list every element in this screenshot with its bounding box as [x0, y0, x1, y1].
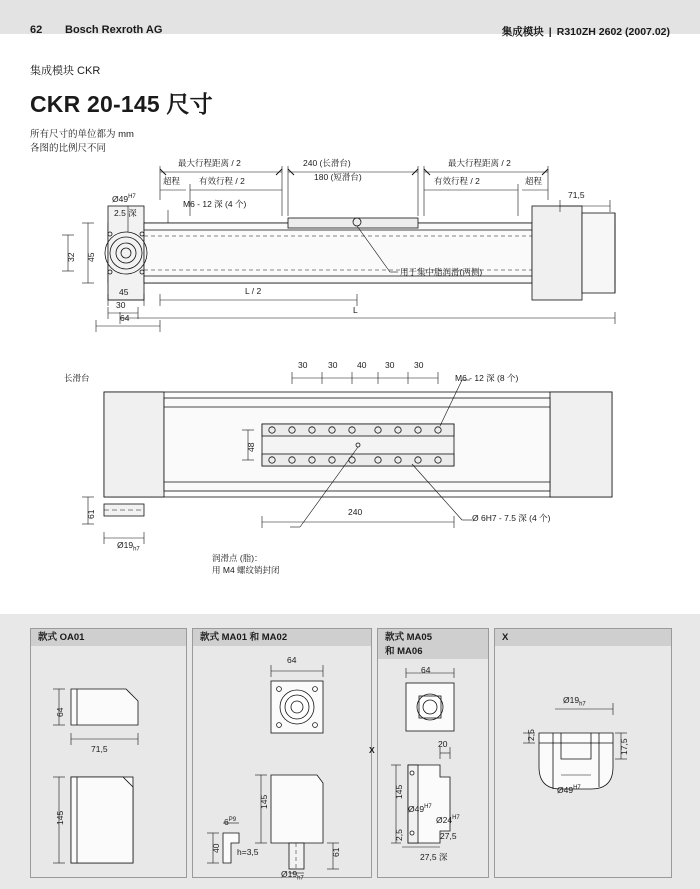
- dim-30-c: 30: [385, 360, 395, 370]
- page-header: [0, 0, 700, 38]
- grease-point-line2: 用 M4 螺纹销封闭: [212, 565, 280, 575]
- dim-71-5: 71,5: [568, 190, 585, 200]
- ma01-dim-h: h=3,5: [237, 847, 259, 857]
- ma05-dim-2-5: 2,5: [394, 829, 404, 841]
- dim-48: 48: [246, 442, 256, 452]
- ma05-dim-145: 145: [394, 784, 404, 799]
- panel-ma01-ma02: [192, 628, 372, 882]
- dim-max-travel-left: 最大行程距离 / 2: [178, 158, 241, 168]
- dim-180-short: 180 (短滑台): [314, 172, 362, 182]
- header-ref-separator: |: [548, 26, 552, 38]
- callout-central-grease: 用于集中脂润滑(两侧): [400, 267, 483, 277]
- x-dim-17-5: 17,5: [619, 738, 629, 755]
- dim-40: 40: [357, 360, 367, 370]
- depth-2-5-label: 2.5 深: [114, 208, 137, 218]
- dim-240-carriage: 240: [348, 507, 363, 517]
- oa01-dim-145: 145: [55, 810, 65, 825]
- ma05-dim-27-5-a: 27,5: [440, 831, 457, 841]
- page-title: CKR 20-145 尺寸: [30, 91, 213, 117]
- dim-30-b: 30: [328, 360, 338, 370]
- dim-45-left: 45: [86, 252, 96, 262]
- ma01-dim-64: 64: [287, 655, 297, 665]
- dim-32: 32: [66, 252, 76, 262]
- ma01-shaft-19: $Ø19_{h7}$: [281, 869, 304, 882]
- x-shaft-19: $Ø19_{h7}$: [563, 695, 586, 708]
- panel-x: [494, 628, 672, 878]
- thread-m6-4x-label: M6 - 12 深 (4 个): [183, 199, 247, 209]
- ma05-dim-27-5-depth: 27,5 深: [420, 852, 448, 862]
- variants-band: [0, 614, 700, 889]
- dim-overrun-left: 超程: [163, 176, 181, 186]
- dim-61: 61: [86, 509, 96, 519]
- bore-49-label: $Ø49^{H7}$: [112, 194, 136, 204]
- ma05-bore-24: $Ø24^{H7}$: [436, 815, 460, 825]
- header-ref-left: 集成模块: [501, 26, 544, 38]
- ma01-dim-6p9: $6^{P9}$: [224, 817, 237, 827]
- ma01-dim-145: 145: [259, 794, 269, 809]
- ma05-dim-64: 64: [421, 665, 431, 675]
- header-reference: [502, 24, 670, 39]
- ma01-dim-40: 40: [211, 843, 221, 853]
- panel-oa01-title: 款式 OA01: [31, 629, 186, 646]
- dim-effective-right: 有效行程 / 2: [434, 176, 480, 186]
- grease-point-line1: 润滑点 (脂)：: [212, 553, 263, 563]
- dim-64: 64: [120, 313, 130, 323]
- ma05-dim-20: 20: [438, 739, 448, 749]
- unit-note-line2: 各图的比例尺不同: [30, 143, 107, 154]
- panel-ma05-title: [378, 629, 488, 659]
- panel-ma05-ma06: [369, 628, 489, 878]
- dim-l-half: L / 2: [245, 286, 262, 296]
- figure-side-view: [0, 150, 700, 350]
- dim-30-a: 30: [298, 360, 308, 370]
- panel-oa01: [30, 628, 187, 878]
- x-bore-49: $Ø49^{H7}$: [557, 785, 581, 795]
- panel-ma05-title-line2: 和 MA06: [385, 646, 423, 657]
- figure-top-view: [0, 352, 700, 602]
- dim-45-bottom: 45: [119, 287, 129, 297]
- ma05-bore-49: $Ø49^{H7}$: [408, 804, 432, 814]
- oa01-dim-64: 64: [55, 707, 65, 717]
- panel-ma01-title: 款式 MA01 和 MA02: [193, 629, 371, 646]
- dim-shaft-19: $Ø19_{h7}$: [117, 540, 140, 553]
- dim-240-long: 240 (长滑台): [303, 158, 351, 168]
- brand-name: Bosch Rexroth AG: [65, 24, 163, 36]
- ma05-section-x: X: [369, 745, 375, 755]
- unit-note-line1: 所有尺寸的单位都为 mm: [30, 129, 134, 140]
- dim-l: L: [353, 305, 358, 315]
- panel-x-title: X: [495, 629, 671, 646]
- bore-6h7-label: Ø 6H7 - 7.5 深 (4 个): [472, 513, 551, 523]
- thread-m6-8x-label: M6 - 12 深 (8 个): [455, 373, 519, 383]
- section-kicker: 集成模块 CKR: [30, 65, 101, 77]
- page-number: 62: [30, 24, 43, 36]
- x-dim-2-5: 2,5: [526, 729, 536, 741]
- dim-30: 30: [116, 300, 126, 310]
- panel-ma05-title-line1: 款式 MA05: [385, 632, 432, 643]
- dim-overrun-right: 超程: [525, 176, 543, 186]
- ma01-dim-61: 61: [331, 847, 341, 857]
- dim-max-travel-right: 最大行程距离 / 2: [448, 158, 511, 168]
- header-ref-right: R310ZH 2602 (2007.02): [556, 26, 670, 38]
- dim-30-d: 30: [414, 360, 424, 370]
- oa01-dim-71-5: 71,5: [91, 744, 108, 754]
- dim-effective-left: 有效行程 / 2: [199, 176, 245, 186]
- label-long-carriage: 长滑台: [64, 373, 90, 383]
